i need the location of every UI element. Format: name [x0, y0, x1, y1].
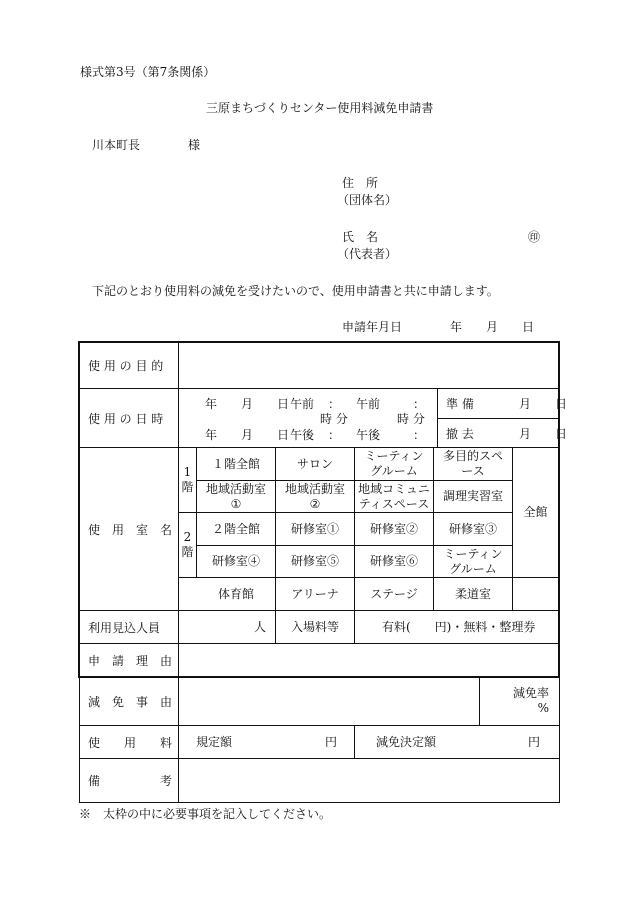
- remarks-field[interactable]: [179, 759, 558, 802]
- clear-label: 撤 去: [446, 427, 474, 441]
- start-date: 年 月 日: [205, 397, 290, 411]
- reason-field[interactable]: [179, 644, 558, 676]
- room-training-4[interactable]: 研修室④: [211, 554, 260, 568]
- start-jifun: 時 分: [320, 412, 348, 426]
- end-am: 午前: [356, 397, 381, 411]
- room-training-1[interactable]: 研修室①: [290, 521, 339, 536]
- reason-label: 申 請 理 由: [88, 653, 173, 668]
- people-label: 利用見込人員: [88, 620, 161, 635]
- clear-date: 月 日: [519, 427, 568, 441]
- room-all-building[interactable]: 全館: [523, 505, 548, 519]
- end-date: 年 月 日: [205, 428, 290, 442]
- floor2-label: 2 階: [181, 530, 194, 559]
- room-training-5[interactable]: 研修室⑤: [290, 554, 339, 568]
- people-unit: 人: [254, 620, 267, 634]
- start-am: 午前: [290, 397, 315, 411]
- prep-label: 準 備: [446, 397, 474, 411]
- recipient: 川本町長 様: [92, 138, 201, 152]
- room-community-2[interactable]: 地域活動室 ②: [284, 481, 345, 511]
- room-cooking[interactable]: 調理実習室: [442, 489, 503, 503]
- form-number: 様式第3号（第7条関係）: [80, 65, 216, 79]
- room-meeting-1f[interactable]: ミーティン グルーム: [364, 449, 424, 478]
- end-jifun: 時 分: [397, 412, 425, 426]
- statement: 下記のとおり使用料の減免を受けたいので、使用申請書と共に申請します。: [92, 284, 499, 298]
- room-training-6[interactable]: 研修室⑥: [369, 554, 418, 568]
- seal-mark: ㊞: [528, 230, 541, 244]
- form-title: 三原まちづくりセンター使用料減免申請書: [206, 101, 434, 115]
- reduction-reason-field[interactable]: [179, 678, 479, 725]
- purpose-field[interactable]: [179, 343, 558, 388]
- floor1-label: 1 階: [181, 465, 194, 494]
- fixed-amount-yen: 円: [325, 735, 338, 749]
- prep-date: 月 日: [519, 397, 568, 411]
- end-pm: 午後: [356, 428, 381, 442]
- admission-label: 入場料等: [290, 619, 339, 634]
- room-label: 使 用 室 名: [88, 522, 173, 537]
- reduction-reason-label: 減 免 事 由: [88, 695, 173, 709]
- purpose-label: 使 用 の 目 的: [88, 359, 164, 373]
- decided-amount-yen: 円: [528, 735, 541, 749]
- fee-label: 使 用 料: [88, 735, 173, 750]
- decided-amount-label: 減免決定額: [376, 735, 437, 749]
- address-label: 住 所: [342, 176, 379, 190]
- room-stage[interactable]: ステージ: [370, 586, 418, 601]
- start-colon-pm: ：: [328, 428, 341, 442]
- end-colon-pm: ：: [413, 428, 426, 442]
- room-multipurpose[interactable]: 多目的スペ ース: [442, 449, 503, 478]
- room-community-1[interactable]: 地域活動室 ①: [205, 481, 266, 511]
- room-training-3[interactable]: 研修室③: [448, 521, 497, 536]
- room-meeting-2f[interactable]: ミーティン グルーム: [443, 546, 503, 576]
- room-gym[interactable]: 体育館: [217, 586, 254, 601]
- start-colon: ：: [328, 397, 341, 411]
- application-date: 申請年月日 年 月 日: [342, 320, 535, 334]
- room-salon[interactable]: サロン: [296, 456, 333, 471]
- org-label: （団体名）: [337, 193, 398, 207]
- rep-label: （代表者）: [337, 247, 398, 261]
- end-colon: ：: [413, 397, 426, 411]
- room-training-2[interactable]: 研修室②: [369, 521, 418, 536]
- room-2f-all[interactable]: ２階全館: [211, 521, 260, 536]
- room-1f-all[interactable]: １階全館: [211, 456, 260, 471]
- reduction-rate[interactable]: 減免率 %: [512, 686, 549, 715]
- room-community-space[interactable]: 地域コミュニ ティスペース: [358, 481, 430, 511]
- remarks-label: 備 考: [88, 774, 173, 788]
- datetime-label: 使 用 の 日 時: [88, 411, 164, 426]
- room-judo[interactable]: 柔道室: [454, 586, 491, 601]
- name-label: 氏 名: [342, 230, 379, 244]
- start-pm: 午後: [290, 428, 315, 442]
- room-arena[interactable]: アリーナ: [291, 586, 339, 601]
- admission-options[interactable]: 有料( 円)・無料・整理券: [382, 620, 536, 634]
- fixed-amount-label: 規定額: [196, 735, 233, 749]
- footnote: ※ 太枠の中に必要事項を記入してください。: [79, 807, 332, 821]
